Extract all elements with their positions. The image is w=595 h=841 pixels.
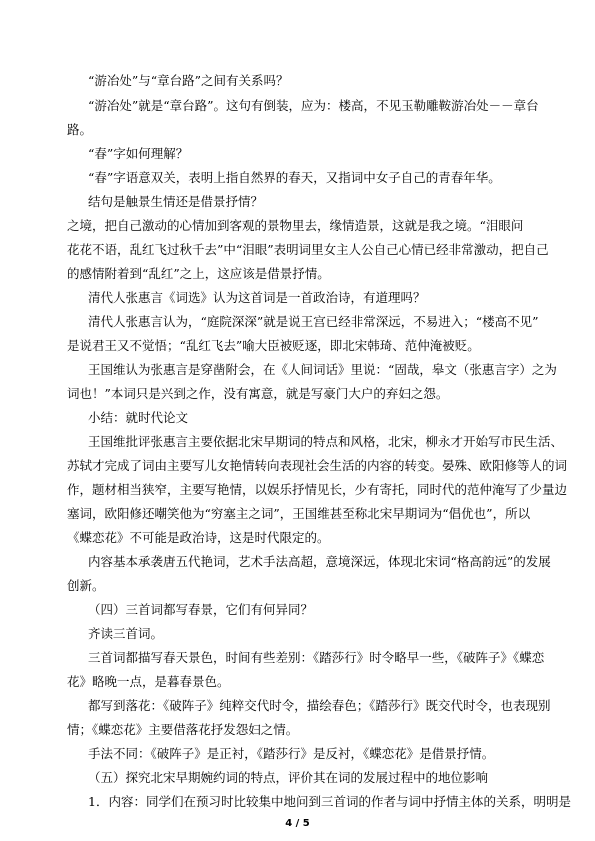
text-line: “春”字语意双关，表明上指自然界的春天，又指词中女子自己的青春年华。 [88, 170, 501, 185]
text-line: “游冶处”与“章台路”之间有关系吗？ [88, 73, 289, 88]
text-line: 清代人张惠言《词选》认为这首词是一首政治诗，有道理吗？ [88, 290, 426, 305]
text-line: 1．内容：同学们在预习时比较集中地问到三首词的作者与词中抒情主体的关系，明明是 [88, 794, 571, 809]
text-line: 苏轼才完成了词由主要写儿女艳情转向表现社会生活的内容的转变。晏殊、欧阳修等人的词 [67, 458, 568, 473]
text-line: 三首词都描写春天景色，时间有些差别：《踏莎行》时令略早一些，《破阵子》《蝶恋 [88, 650, 545, 665]
text-line: 小结：就时代论文 [88, 410, 189, 425]
text-line: （四）三首词都写春景，它们有何异同？ [88, 602, 314, 617]
text-line: 清代人张惠言认为，“庭院深深”就是说王宫已经非常深远，不易进入；“楼高不见” [88, 314, 539, 329]
text-line: 词也！”本词只是兴到之作，没有寓意，就是写豪门大户的弃妇之怨。 [67, 386, 449, 401]
text-line: 情；《蝶恋花》主要借落花抒发怨妇之情。 [67, 722, 299, 737]
text-line: 王国维认为张惠言是穿凿附会，在《人间词话》里说：“固哉，皋文（张惠言字）之为 [88, 362, 557, 377]
text-line: 花》略晚一点，是暮春景色。 [67, 674, 230, 689]
text-line: 结句是触景生情还是借景抒情？ [88, 194, 264, 209]
text-line: 之境，把自己激动的心情加到客观的景物里去，缘情造景，这就是我之境。“泪眼问 [67, 218, 524, 233]
text-line: 花花不语，乱红飞过秋千去”中“泪眼”表明词里女主人公自己心情已经非常激动，把自己 [67, 242, 549, 257]
text-line: 的感情附着到“乱红”之上，这应该是借景抒情。 [67, 266, 330, 281]
text-line: 路。 [67, 122, 93, 137]
text-line: 手法不同：《破阵子》是正衬，《踏莎行》是反衬，《蝶恋花》是借景抒情。 [88, 746, 495, 761]
text-line: 内容基本承袭唐五代艳词，艺术手法高超，意境深远，体现北宋词“格高韵远”的发展 [88, 554, 551, 569]
text-line: 都写到落花：《破阵子》纯粹交代时令，描绘春色；《踏莎行》既交代时令，也表现别 [88, 698, 551, 713]
text-line: （五）探究北宋早期婉约词的特点，评价其在词的发展过程中的地位影响 [88, 770, 489, 785]
page-number: 4 / 5 [285, 818, 310, 829]
text-line: 塞词，欧阳修还嘲笑他为“穷塞主之词”，王国维甚至称北宋早期词为“倡优也”，所以 [67, 506, 531, 521]
text-line: 创新。 [67, 578, 105, 593]
text-line: 齐读三首词。 [88, 626, 164, 641]
text-line: 是说君王又不觉悟；“乱红飞去”喻大臣被贬逐，即北宋韩琦、范仲淹被贬。 [67, 338, 480, 353]
text-line: “游冶处”就是“章台路”。这句有倒装，应为：楼高，不见玉勒雕鞍游冶处－－章台 [88, 98, 539, 113]
text-line: 作，题材相当狭窄，主要写艳情，以娱乐抒情见长，少有寄托，同时代的范仲淹写了少量边 [67, 482, 568, 497]
text-line: 《蝶恋花》不可能是政治诗，这是时代限定的。 [67, 530, 330, 545]
text-line: “春”字如何理解？ [88, 146, 189, 161]
text-line: 王国维批评张惠言主要依据北宋早期词的特点和风格，北宋，柳永才开始写市民生活、 [88, 434, 564, 449]
